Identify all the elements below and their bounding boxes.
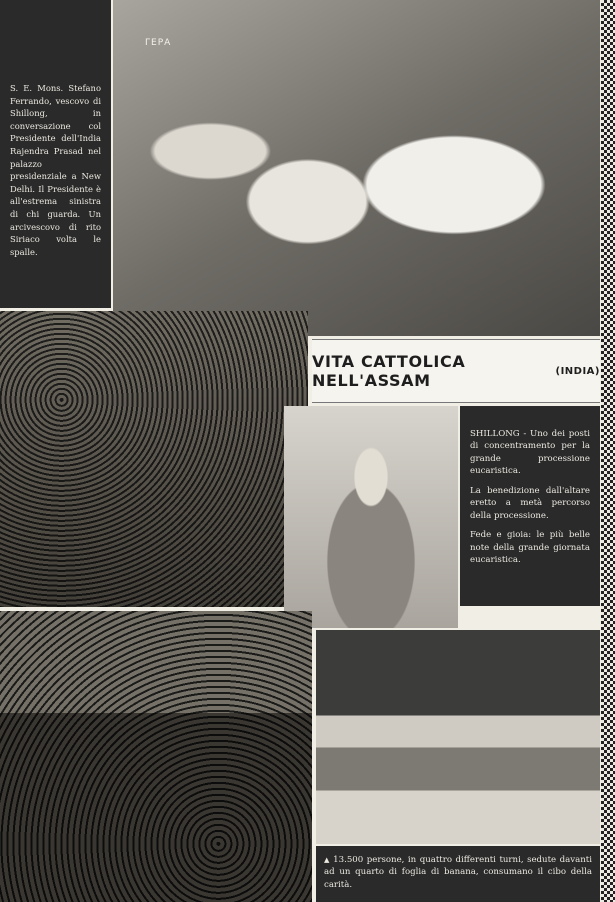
article-title: VITA CATTOLICA NELL'ASSAM (312, 352, 466, 390)
photo-procession-crowd (0, 311, 308, 607)
top-left-caption: S. E. Mons. Stefano Ferrando, vescovo di Shillong, in conversazione col Presidente dell'India Rajendra Prasad nel palazzo presidenziale a New Delhi. Il Presidente è all'estrema sinistra di chi guarda. Un arcivescovo di rito Siriaco volta le spalle. (10, 83, 101, 257)
caption-faith-joy: Fede e gioia: le più belle note della grande giornata eucaristica. (470, 530, 590, 566)
bottom-caption: 13.500 persone, in quattro differenti turni, sedute davanti ad un quarto di foglia di banana, consumano il cibo della carità. (324, 855, 592, 890)
top-left-caption-box (0, 0, 111, 308)
caption-benediction: La benedizione dall'altare eretto a metà percorso della processione. (470, 485, 590, 521)
photo-seated-meal (316, 630, 600, 844)
bottom-caption-box (316, 846, 600, 902)
checker-border (601, 0, 615, 902)
article-title-box (312, 339, 600, 403)
article-subtitle: (INDIA) (555, 365, 600, 377)
meeting-sign-text: ΓΕΡΑ (145, 38, 172, 48)
middle-caption-box (460, 406, 600, 606)
triangle-marker-icon: ▲ (324, 856, 331, 864)
caption-shillong: SHILLONG - Uno dei posti di concentramento per la grande processione eucaristica. (470, 429, 590, 477)
photo-altar-crowd (0, 611, 312, 902)
photo-smiling-girl (284, 406, 458, 628)
photo-presidential-meeting (113, 0, 600, 336)
